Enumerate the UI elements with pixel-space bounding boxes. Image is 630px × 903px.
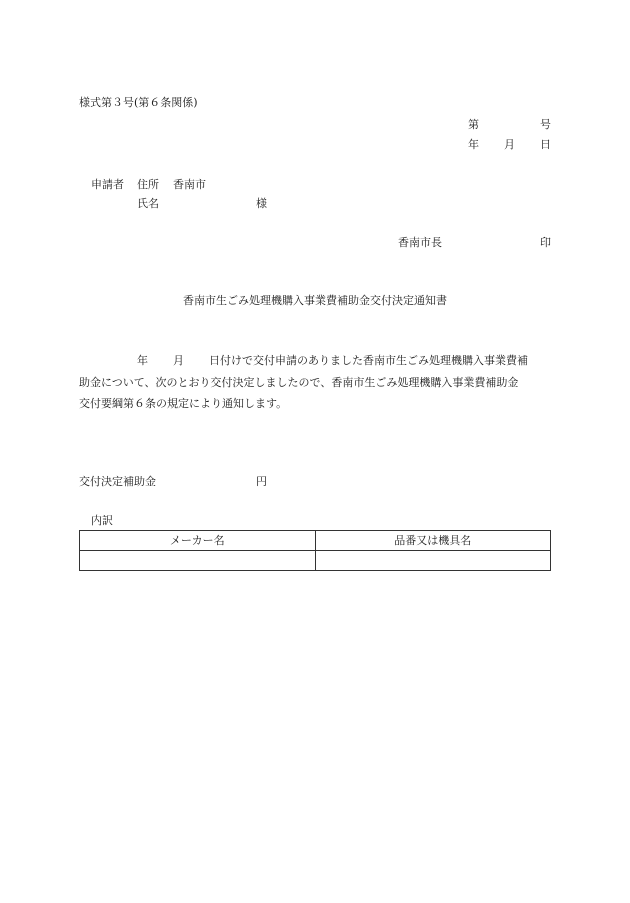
header-model: 品番又は機具名: [315, 531, 551, 551]
cell-model[interactable]: [315, 551, 551, 571]
date-year: 年: [468, 138, 479, 151]
body-month: 月: [173, 354, 184, 367]
doc-number-suffix: 号: [540, 118, 551, 131]
issuer-title: 香南市長: [398, 236, 442, 249]
breakdown-table: [79, 530, 551, 571]
address-value: 香南市: [173, 178, 206, 191]
table-row: [80, 551, 551, 571]
breakdown-label: 内訳: [91, 514, 113, 527]
date-month: 月: [504, 138, 515, 151]
body-line-3: 交付要綱第６条の規定により通知します。: [79, 397, 288, 410]
doc-number-prefix: 第: [468, 118, 479, 131]
issuer-seal: 印: [540, 236, 551, 249]
amount-unit: 円: [256, 475, 267, 488]
body-line-2: 助金について、次のとおり交付決定しましたので、香南市生ごみ処理機購入事業費補助金: [79, 376, 519, 389]
applicant-honorific: 様: [256, 197, 267, 210]
name-label: 氏名: [137, 197, 159, 210]
address-label: 住所: [137, 178, 159, 191]
applicant-label: 申請者: [91, 178, 124, 191]
amount-label: 交付決定補助金: [79, 475, 156, 488]
date-day: 日: [540, 138, 551, 151]
cell-maker[interactable]: [80, 551, 316, 571]
form-number: 様式第３号(第６条関係): [79, 96, 198, 109]
document-title: 香南市生ごみ処理機購入事業費補助金交付決定通知書: [183, 294, 447, 307]
table-header-row: [80, 531, 551, 551]
body-year: 年: [137, 354, 148, 367]
header-maker: メーカー名: [80, 531, 316, 551]
body-line-1-rest: 日付けで交付申請のありました香南市生ごみ処理機購入事業費補: [209, 354, 528, 367]
